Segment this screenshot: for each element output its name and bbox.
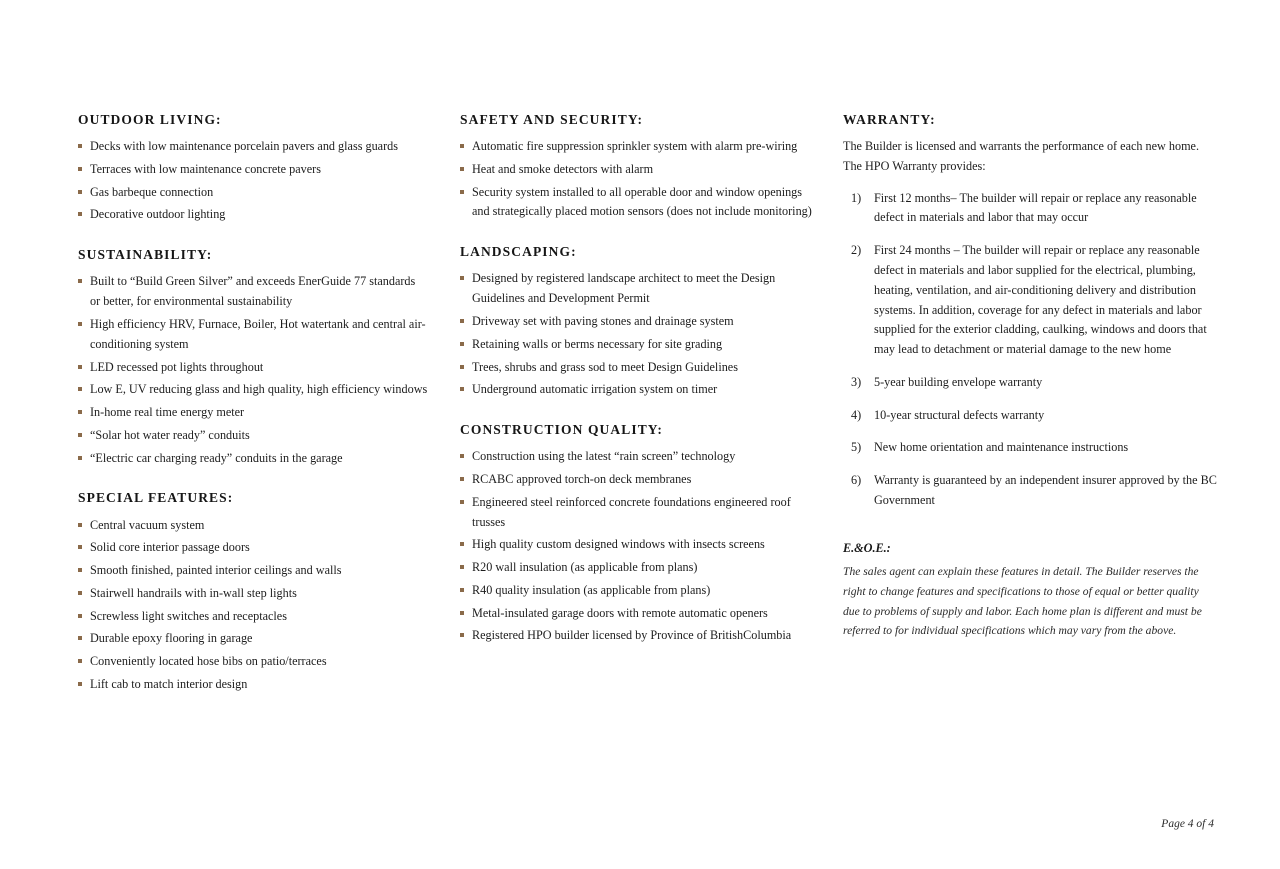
section-title-safety-and-security: SAFETY AND SECURITY: [460,112,644,127]
list-item: Conveniently located hose bibs on patio/terraces [78,652,428,672]
list-item: Stairwell handrails with in-wall step lights [78,584,428,604]
eoe-title: E.&O.E.: [843,540,891,555]
list-item: RCABC approved torch-on deck membranes [460,470,815,490]
column-left [78,112,428,717]
list-item: Metal-insulated garage doors with remote automatic openers [460,604,815,624]
list-item: R40 quality insulation (as applicable from plans) [460,581,815,601]
list-item: Construction using the latest “rain screen” technology [460,447,815,467]
list-item: 10-year structural defects warranty [874,407,1045,422]
list-item: Solid core interior passage doors [78,538,428,558]
list-item: Central vacuum system [78,516,428,536]
section-title-special-features: SPECIAL FEATURES: [78,490,234,506]
list-sustainability [78,272,428,468]
list-item: Security system installed to all operable door and window openings and strategically placed motion sensors (does not include monitoring) [460,183,815,223]
section-title-landscaping: LANDSCAPING: [460,244,577,260]
column-middle [460,112,815,668]
list-item: Retaining walls or berms necessary for site grading [460,335,815,355]
list-item: In-home real time energy meter [78,403,428,423]
list-item: High quality custom designed windows with insects screens [460,535,815,555]
list-item: Lift cab to match interior design [78,675,428,695]
list-item: Terraces with low maintenance concrete pavers [78,160,428,180]
list-item: R20 wall insulation (as applicable from plans) [460,558,815,578]
eoe-body: The sales agent can explain these features in detail. The Builder reserves the right to change features and specifications to those of equal or better quality due to problems of supply and labor. Each home plan is different and must be referred to for individual specifications which may vary from the above. [843,564,1202,638]
list-item: Designed by registered landscape architect to meet the Design Guidelines and Development Permit [460,269,815,309]
list-item: First 24 months – The builder will repair or replace any reasonable defect in materials and labor supplied for the electrical, plumbing, heating, ventilation, and air-conditioning delivery and distribution systems. In addition, coverage for any defect in materials and labor supplied for the exterior cladding, caulking, windows and doors that may lead to detachment or material damage to the new home [874,243,1207,357]
section-landscaping [460,244,815,400]
list-item: Smooth finished, painted interior ceilings and walls [78,561,428,581]
list-item: LED recessed pot lights throughout [78,358,428,378]
errors-and-omissions-block [843,541,1218,642]
list-warranty [843,189,1218,511]
section-construction-quality [460,422,815,646]
section-outdoor-living [78,112,428,225]
list-item: Durable epoxy flooring in garage [78,629,428,649]
list-item: Registered HPO builder licensed by Province of BritishColumbia [460,626,815,646]
list-item: Gas barbeque connection [78,183,428,203]
section-sustainability [78,247,428,468]
list-item: Engineered steel reinforced concrete foundations engineered roof trusses [460,493,815,533]
list-item: Underground automatic irrigation system on timer [460,380,815,400]
list-item: 5-year building envelope warranty [874,374,1043,389]
list-special-features [78,516,428,695]
list-item: Trees, shrubs and grass sod to meet Design Guidelines [460,358,815,378]
list-item: Decks with low maintenance porcelain pavers and glass guards [78,137,428,157]
list-safety-and-security [460,137,815,222]
section-title-construction-quality: CONSTRUCTION QUALITY: [460,422,664,438]
list-item: Built to “Build Green Silver” and exceeds EnerGuide 77 standards or better, for environmental sustainability [78,272,428,312]
section-safety-and-security [460,112,815,222]
list-item: Screwless light switches and receptacles [78,607,428,627]
list-landscaping [460,269,815,400]
section-title-outdoor-living: OUTDOOR LIVING: [78,112,222,127]
list-item: Heat and smoke detectors with alarm [460,160,815,180]
list-item: First 12 months– The builder will repair or replace any reasonable defect in materials and labor that may occur [874,190,1197,225]
section-title-sustainability: SUSTAINABILITY: [78,247,213,263]
list-item: High efficiency HRV, Furnace, Boiler, Hot watertank and central air-conditioning system [78,315,428,355]
list-item: “Electric car charging ready” conduits in the garage [78,449,428,469]
list-construction-quality [460,447,815,646]
column-right [843,112,1218,641]
list-item: Driveway set with paving stones and drainage system [460,312,815,332]
list-item: New home orientation and maintenance instructions [874,440,1129,455]
section-warranty [843,112,1218,511]
list-item: “Solar hot water ready” conduits [78,426,428,446]
list-item: Automatic fire suppression sprinkler system with alarm pre-wiring [460,137,815,157]
section-title-warranty: WARRANTY: [843,112,936,127]
list-item: Decorative outdoor lighting [78,205,428,225]
list-item: Low E, UV reducing glass and high quality, high efficiency windows [78,380,428,400]
list-item: Warranty is guaranteed by an independent insurer approved by the BC Government [874,473,1217,507]
page-footer: Page 4 of 4 [1161,818,1214,830]
warranty-intro: The Builder is licensed and warrants the performance of each new home. The HPO Warranty provides: [843,139,1200,173]
section-special-features [78,490,428,694]
list-outdoor-living [78,137,428,225]
